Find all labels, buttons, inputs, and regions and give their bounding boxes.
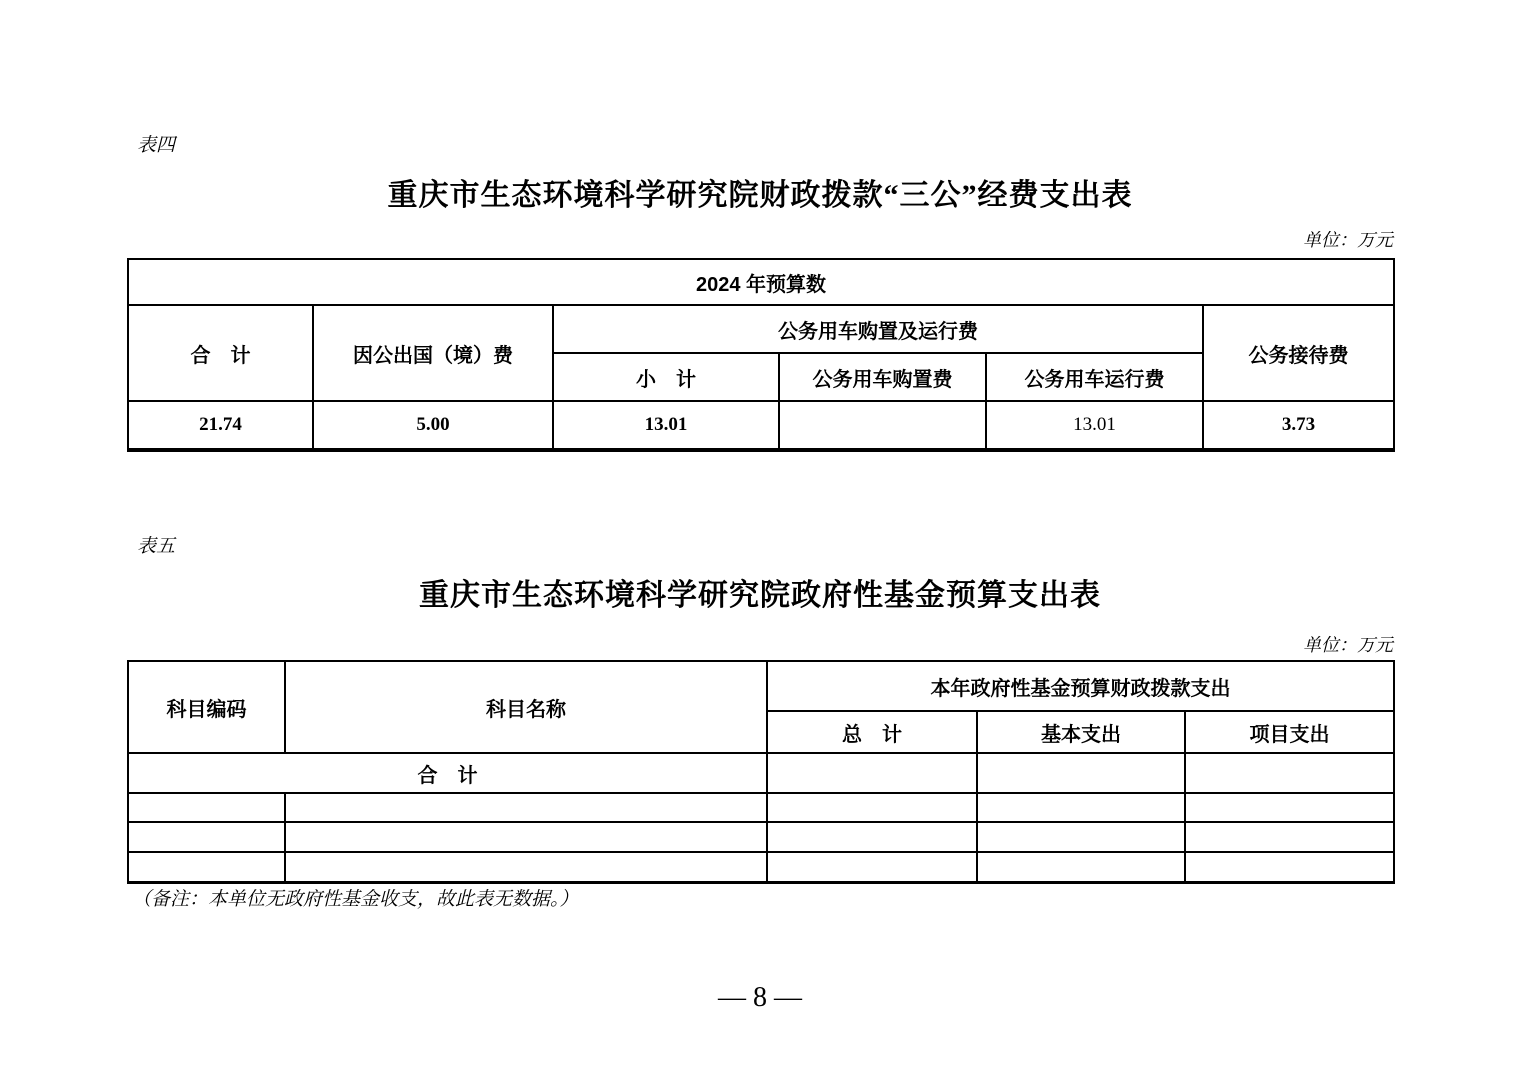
year-header-cell: 2024 年预算数	[128, 259, 1394, 305]
empty-cell	[128, 793, 285, 822]
header-vehicle-operation: 公务用车运行费	[986, 353, 1203, 401]
total-row-project-expense	[1185, 753, 1394, 793]
total-row-basic-expense	[977, 753, 1185, 793]
table4-label: 表四	[137, 135, 176, 156]
value-vehicle-purchase	[779, 401, 986, 450]
header-subject-name: 科目名称	[285, 661, 767, 753]
empty-cell	[977, 793, 1185, 822]
empty-cell	[977, 852, 1185, 882]
table5-label: 表五	[137, 536, 176, 557]
total-row-grand-total	[767, 753, 977, 793]
table-row	[128, 401, 1394, 450]
header-fund-group: 本年政府性基金预算财政拨款支出	[767, 661, 1394, 711]
header-basic-expense: 基本支出	[977, 711, 1185, 753]
empty-cell	[767, 822, 977, 852]
value-abroad-expense: 5.00	[313, 401, 553, 450]
table5-title: 重庆市生态环境科学研究院政府性基金预算支出表	[419, 579, 1101, 612]
value-vehicle-subtotal: 13.01	[553, 401, 779, 450]
table-row	[128, 852, 1394, 882]
value-total: 21.74	[128, 401, 313, 450]
three-public-funds-table	[127, 258, 1395, 452]
header-reception-expense: 公务接待费	[1203, 305, 1394, 401]
empty-cell	[285, 822, 767, 852]
table-row	[128, 753, 1394, 793]
header-total: 合 计	[128, 305, 313, 401]
table-row	[128, 661, 1394, 711]
header-vehicle-group: 公务用车购置及运行费	[553, 305, 1203, 353]
value-reception-expense: 3.73	[1203, 401, 1394, 450]
empty-cell	[1185, 822, 1394, 852]
header-grand-total: 总 计	[767, 711, 977, 753]
table-row	[128, 793, 1394, 822]
header-vehicle-subtotal: 小 计	[553, 353, 779, 401]
empty-cell	[977, 822, 1185, 852]
empty-cell	[285, 793, 767, 822]
unit-note-table5: 单位：万元	[1303, 635, 1393, 655]
empty-cell	[1185, 793, 1394, 822]
table-row	[128, 259, 1394, 305]
empty-cell	[128, 852, 285, 882]
header-abroad-expense: 因公出国（境）费	[313, 305, 553, 401]
total-row-label: 合 计	[128, 753, 767, 793]
header-project-expense: 项目支出	[1185, 711, 1394, 753]
unit-note-table4: 单位：万元	[1303, 230, 1393, 250]
header-subject-code: 科目编码	[128, 661, 285, 753]
value-vehicle-operation: 13.01	[986, 401, 1203, 450]
table4-title: 重庆市生态环境科学研究院财政拨款“三公”经费支出表	[387, 179, 1133, 212]
empty-cell	[1185, 852, 1394, 882]
header-vehicle-purchase: 公务用车购置费	[779, 353, 986, 401]
footnote: （备注：本单位无政府性基金收支，故此表无数据。）	[132, 889, 579, 910]
empty-cell	[767, 793, 977, 822]
empty-cell	[767, 852, 977, 882]
table-row	[128, 305, 1394, 353]
table-row	[128, 822, 1394, 852]
page-number: — 8 —	[718, 982, 802, 1013]
empty-cell	[128, 822, 285, 852]
government-fund-budget-table	[127, 660, 1395, 884]
empty-cell	[285, 852, 767, 882]
